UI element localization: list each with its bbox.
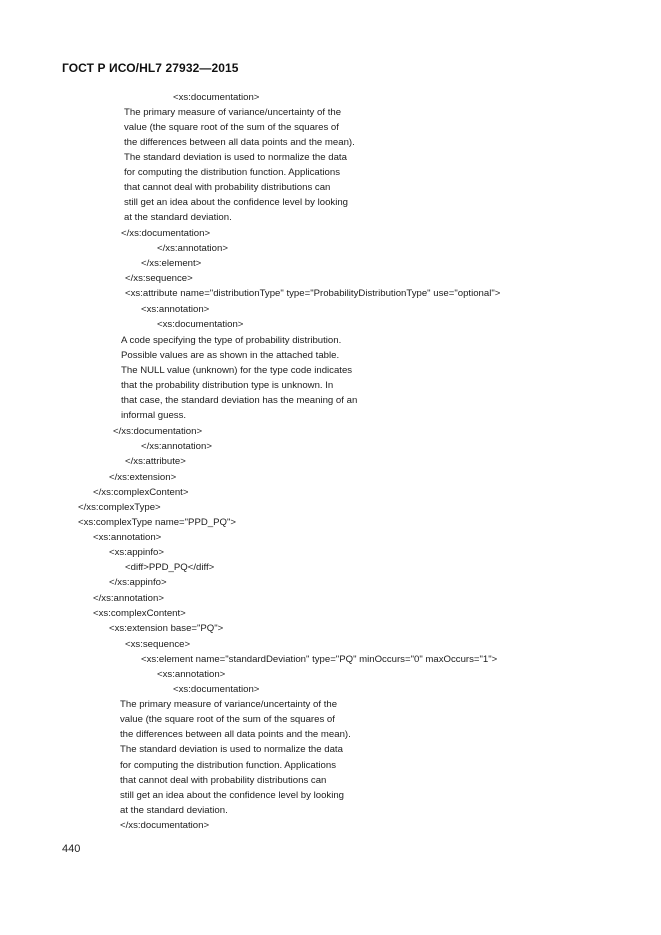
code-line: <xs:annotation> xyxy=(93,532,162,543)
code-line: The NULL value (unknown) for the type code indicates xyxy=(121,365,353,376)
code-line: at the standard deviation. xyxy=(120,805,228,816)
code-line: for computing the distribution function. Applications xyxy=(124,167,340,178)
code-line: the differences between all data points and the mean). xyxy=(124,137,355,148)
code-line: The primary measure of variance/uncertainty of the xyxy=(124,107,342,118)
code-line: that cannot deal with probability distributions can xyxy=(124,182,331,193)
code-line: The standard deviation is used to normalize the data xyxy=(124,152,347,163)
code-line: for computing the distribution function. Applications xyxy=(120,760,336,771)
code-line: <xs:documentation> xyxy=(157,319,244,330)
code-line: value (the square root of the sum of the squares of xyxy=(120,714,335,725)
code-line: </xs:appinfo> xyxy=(109,577,167,588)
code-line: </xs:documentation> xyxy=(120,820,210,831)
code-line: <xs:complexContent> xyxy=(93,608,186,619)
code-line: <xs:documentation> xyxy=(173,92,260,103)
code-line: <xs:appinfo> xyxy=(109,547,164,558)
code-line: </xs:documentation> xyxy=(113,426,203,437)
code-line: <xs:annotation> xyxy=(157,669,226,680)
code-line: at the standard deviation. xyxy=(124,212,232,223)
code-line: <xs:element name="standardDeviation" type="PQ" minOccurs="0" maxOccurs="1"> xyxy=(141,654,498,665)
code-line: Possible values are as shown in the attached table. xyxy=(121,350,340,361)
code-line: that cannot deal with probability distributions can xyxy=(120,775,327,786)
code-line: </xs:documentation> xyxy=(121,228,211,239)
page-number: 440 xyxy=(62,843,81,855)
document-header: ГОСТ Р ИСО/HL7 27932—2015 xyxy=(62,61,239,75)
code-line: </xs:extension> xyxy=(109,472,177,483)
code-line: still get an idea about the confidence level by looking xyxy=(120,790,345,801)
code-line: The standard deviation is used to normalize the data xyxy=(120,744,343,755)
code-line: </xs:sequence> xyxy=(125,273,193,284)
code-line: <xs:documentation> xyxy=(173,684,260,695)
code-line: that the probability distribution type is unknown. In xyxy=(121,380,334,391)
code-line: <xs:extension base="PQ"> xyxy=(109,623,224,634)
code-line: informal guess. xyxy=(121,410,187,421)
code-line: </xs:attribute> xyxy=(125,456,186,467)
code-line: <xs:complexType name="PPD_PQ"> xyxy=(78,517,236,528)
code-line: A code specifying the type of probability distribution. xyxy=(121,335,342,346)
code-line: The primary measure of variance/uncertainty of the xyxy=(120,699,338,710)
code-line: <xs:attribute name="distributionType" type="ProbabilityDistributionType" use="optional"> xyxy=(125,288,501,299)
code-line: <xs:annotation> xyxy=(141,304,210,315)
code-line: </xs:annotation> xyxy=(93,593,164,604)
code-line: the differences between all data points and the mean). xyxy=(120,729,351,740)
code-line: </xs:element> xyxy=(141,258,202,269)
code-line: <diff>PPD_PQ</diff> xyxy=(125,562,215,573)
code-line: </xs:complexType> xyxy=(78,502,161,513)
code-line: </xs:annotation> xyxy=(157,243,228,254)
code-line: value (the square root of the sum of the squares of xyxy=(124,122,339,133)
code-line: that case, the standard deviation has the meaning of an xyxy=(121,395,358,406)
code-line: still get an idea about the confidence level by looking xyxy=(124,197,349,208)
code-line: </xs:annotation> xyxy=(141,441,212,452)
code-line: <xs:sequence> xyxy=(125,639,191,650)
code-line: </xs:complexContent> xyxy=(93,487,189,498)
